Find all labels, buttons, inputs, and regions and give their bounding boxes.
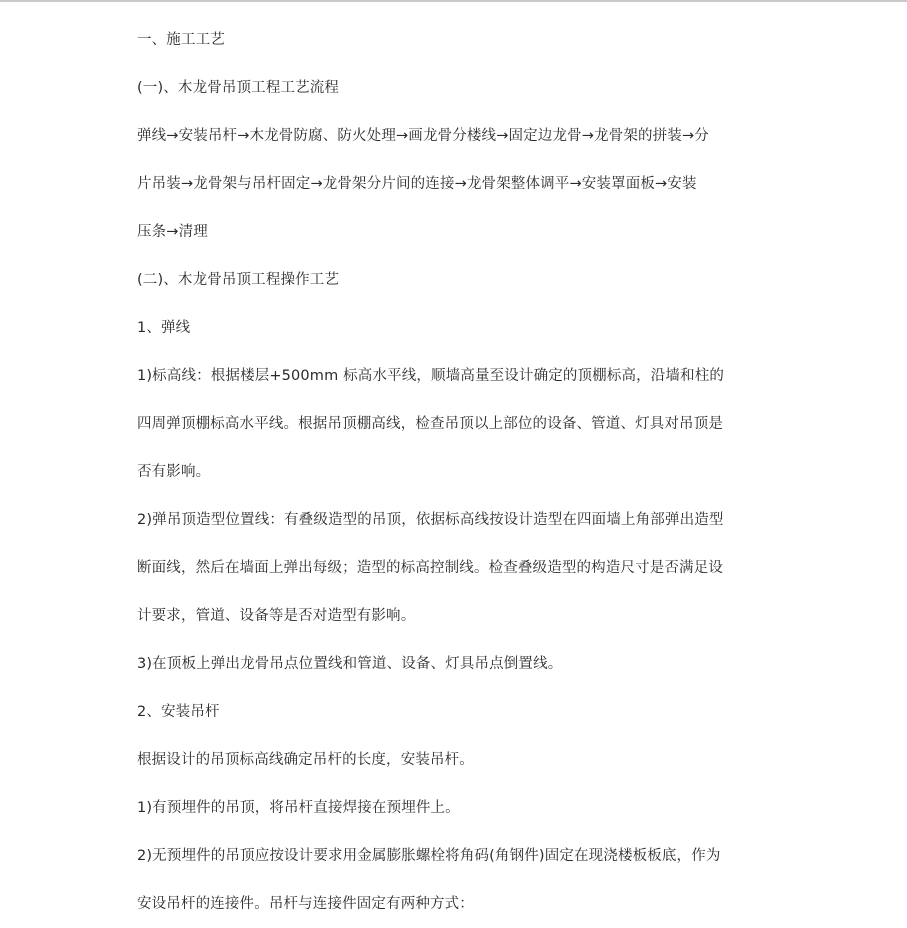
paragraph-shape-line-1: 2)弹吊顶造型位置线：有叠级造型的吊顶，依据标高线按设计造型在四面墙上角部弹出造型 [137,512,724,528]
subsection-heading-operation-process: (二)、木龙骨吊顶工程操作工艺 [137,272,340,288]
paragraph-hanging-points: 3)在顶板上弹出龙骨吊点位置线和管道、设备、灯具吊点倒置线。 [137,656,563,672]
paragraph-no-embedded-parts-line-2: 安设吊杆的连接件。吊杆与连接件固定有两种方式： [137,896,474,912]
page-top-border [0,0,907,2]
item-heading-install-hangers: 2、安装吊杆 [137,704,220,720]
paragraph-elevation-line-2: 四周弹顶棚标高水平线。根据吊顶棚高线，检查吊顶以上部位的设备、管道、灯具对吊顶是 [137,416,723,432]
paragraph-shape-line-3: 计要求，管道、设备等是否对造型有影响。 [137,608,416,624]
process-flow-line-1: 弹线→安装吊杆→木龙骨防腐、防火处理→画龙骨分楼线→固定边龙骨→龙骨架的拼装→分 [137,128,709,144]
process-flow-line-2: 片吊装→龙骨架与吊杆固定→龙骨架分片间的连接→龙骨架整体调平→安装罩面板→安装 [137,176,697,192]
paragraph-elevation-line-3: 否有影响。 [137,464,211,480]
paragraph-embedded-parts: 1)有预埋件的吊顶，将吊杆直接焊接在预埋件上。 [137,800,460,816]
document-page [137,16,777,928]
paragraph-elevation-line-1: 1)标高线：根据楼层+500mm 标高水平线，顺墙高量至设计确定的顶棚标高，沿墙和柱的 [137,368,725,384]
section-heading-construction-process: 一、施工工艺 [137,32,225,48]
paragraph-shape-line-2: 断面线，然后在墙面上弹出每级；造型的标高控制线。检查叠级造型的构造尺寸是否满足设 [137,560,723,576]
process-flow-line-3: 压条→清理 [137,224,208,240]
paragraph-hanger-length: 根据设计的吊顶标高线确定吊杆的长度，安装吊杆。 [137,752,474,768]
paragraph-no-embedded-parts-line-1: 2)无预埋件的吊顶应按设计要求用金属膨胀螺栓将角码(角钢件)固定在现浇楼板板底，作为 [137,848,721,864]
subsection-heading-process-flow: (一)、木龙骨吊顶工程工艺流程 [137,80,340,96]
item-heading-snapping-lines: 1、弹线 [137,320,191,336]
